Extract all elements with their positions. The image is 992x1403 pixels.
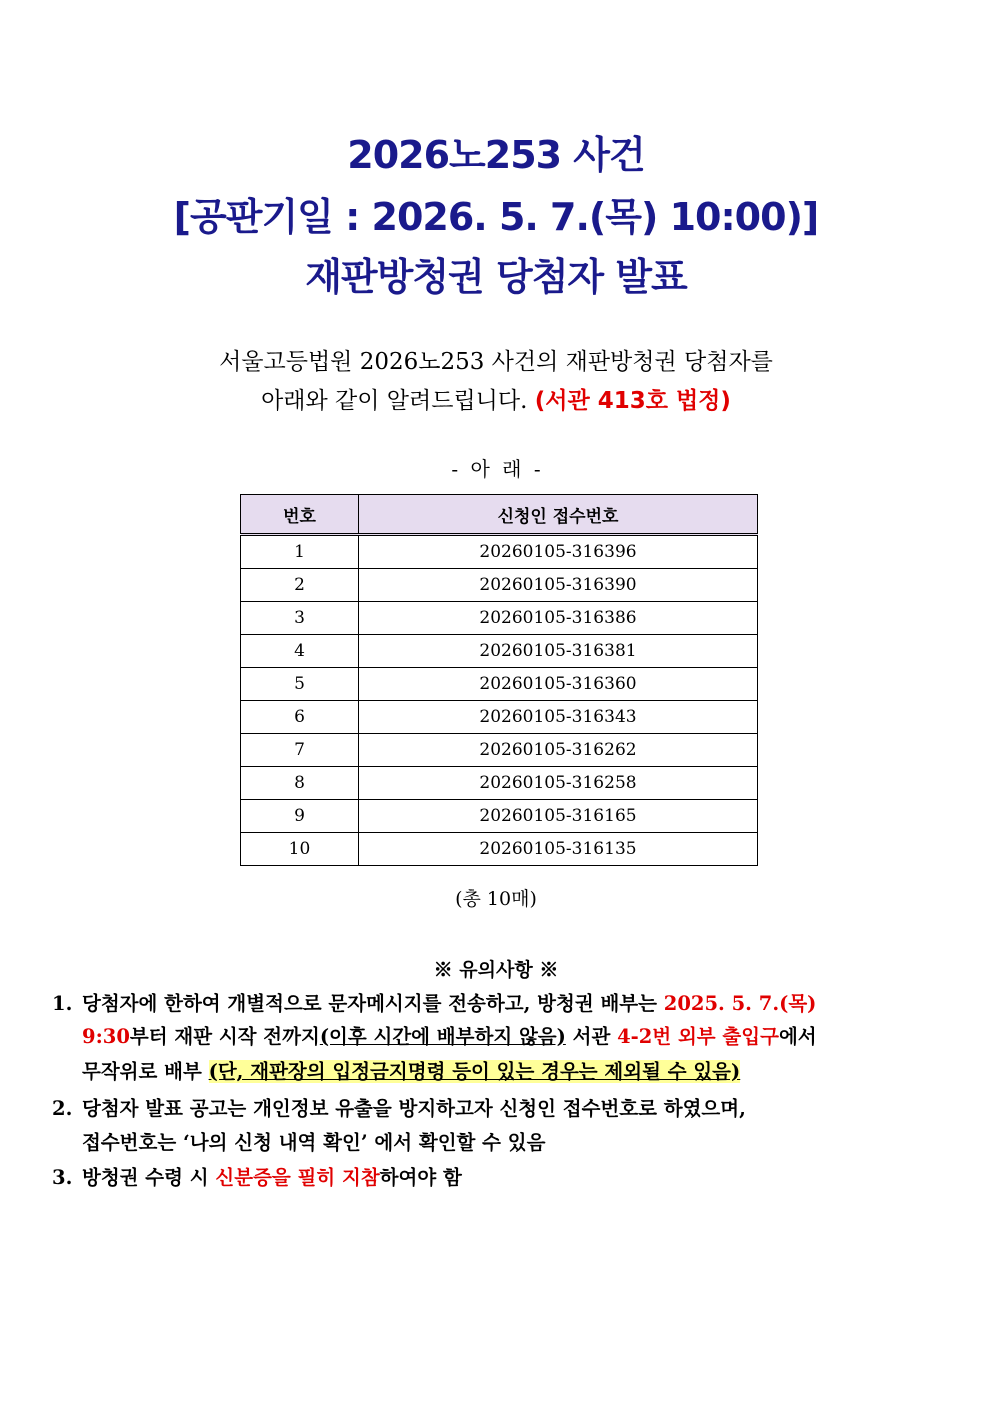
row-number: 4 (241, 635, 359, 668)
table-header-row (241, 495, 758, 535)
table-row (241, 833, 758, 866)
note-1-location: 4-2번 외부 출입구 (617, 1025, 779, 1048)
note-3-number: 3. (52, 1166, 73, 1189)
table-row (241, 535, 758, 569)
intro-line-2 (0, 382, 992, 415)
row-number: 9 (241, 800, 359, 833)
note-1-number: 1. (52, 992, 73, 1015)
note-1-text-d: 서관 (565, 1025, 618, 1048)
title-line-1: 2026노253 사건 (347, 133, 645, 177)
venue-label: (서관 413호 법정) (534, 388, 731, 414)
receipt-number: 20260105-316165 (359, 800, 758, 833)
row-number: 8 (241, 767, 359, 800)
header-number: 번호 (241, 495, 359, 535)
row-number: 7 (241, 734, 359, 767)
receipt-number: 20260105-316343 (359, 701, 758, 734)
note-2-line-2 (52, 1127, 545, 1155)
note-3-line-1 (52, 1162, 462, 1190)
note-2-line-1 (52, 1093, 746, 1121)
table-row (241, 767, 758, 800)
table-row (241, 734, 758, 767)
row-number: 3 (241, 602, 359, 635)
note-1-text-a: 당첨자에 한하여 개별적으로 문자메시지를 전송하고, 방청권 배부는 (82, 992, 664, 1015)
below-label: - 아 래 - (451, 457, 541, 481)
receipt-number: 20260105-316396 (359, 535, 758, 569)
note-1-text-e: 에서 (778, 1025, 817, 1048)
row-number: 6 (241, 701, 359, 734)
note-1-text-f: 무작위로 배부 (82, 1060, 209, 1083)
title-line-2: [공판기일 : 2026. 5. 7.(목) 10:00)] (173, 195, 819, 239)
note-3-text-a: 방청권 수령 시 (82, 1166, 216, 1189)
note-1-line-2 (52, 1021, 817, 1049)
note-1-exception: (단, 재판장의 입정금지명령 등이 있는 경우는 제외될 수 있음) (208, 1060, 741, 1083)
table-row (241, 800, 758, 833)
note-3-text-c: 하여야 함 (379, 1166, 462, 1189)
winners-table (240, 494, 758, 866)
table-row (241, 701, 758, 734)
row-number: 5 (241, 668, 359, 701)
note-1-text-c: (이후 시간에 배부하지 않음) (319, 1025, 566, 1048)
note-1-line-3 (52, 1056, 740, 1084)
intro-text: 아래와 같이 알려드립니다. (261, 388, 528, 414)
receipt-number: 20260105-316135 (359, 833, 758, 866)
note-3-id-required: 신분증을 필히 지참 (215, 1166, 380, 1189)
table-row (241, 569, 758, 602)
total-count: (총 10매) (455, 888, 537, 910)
receipt-number: 20260105-316360 (359, 668, 758, 701)
receipt-number: 20260105-316381 (359, 635, 758, 668)
note-2-number: 2. (52, 1097, 73, 1120)
row-number: 10 (241, 833, 359, 866)
intro-line-1: 서울고등법원 2026노253 사건의 재판방청권 당첨자를 (219, 349, 773, 375)
notes-heading: ※ 유의사항 ※ (433, 959, 559, 981)
note-2-text-b: 접수번호는 ‘나의 신청 내역 확인’ 에서 확인할 수 있음 (82, 1131, 546, 1154)
receipt-number: 20260105-316262 (359, 734, 758, 767)
table-row (241, 635, 758, 668)
title-line-3: 재판방청권 당첨자 발표 (305, 255, 687, 299)
table-row (241, 668, 758, 701)
header-receipt-number: 신청인 접수번호 (359, 495, 758, 535)
note-1-line-1 (52, 988, 816, 1016)
note-1-date: 2025. 5. 7.(목) (663, 992, 817, 1015)
row-number: 2 (241, 569, 359, 602)
row-number: 1 (241, 535, 359, 569)
note-1-text-b: 부터 재판 시작 전까지 (129, 1025, 320, 1048)
receipt-number: 20260105-316390 (359, 569, 758, 602)
note-2-text-a: 당첨자 발표 공고는 개인정보 유출을 방지하고자 신청인 접수번호로 하였으며, (82, 1097, 746, 1120)
receipt-number: 20260105-316386 (359, 602, 758, 635)
note-1-time: 9:30 (82, 1025, 130, 1048)
table-row (241, 602, 758, 635)
receipt-number: 20260105-316258 (359, 767, 758, 800)
